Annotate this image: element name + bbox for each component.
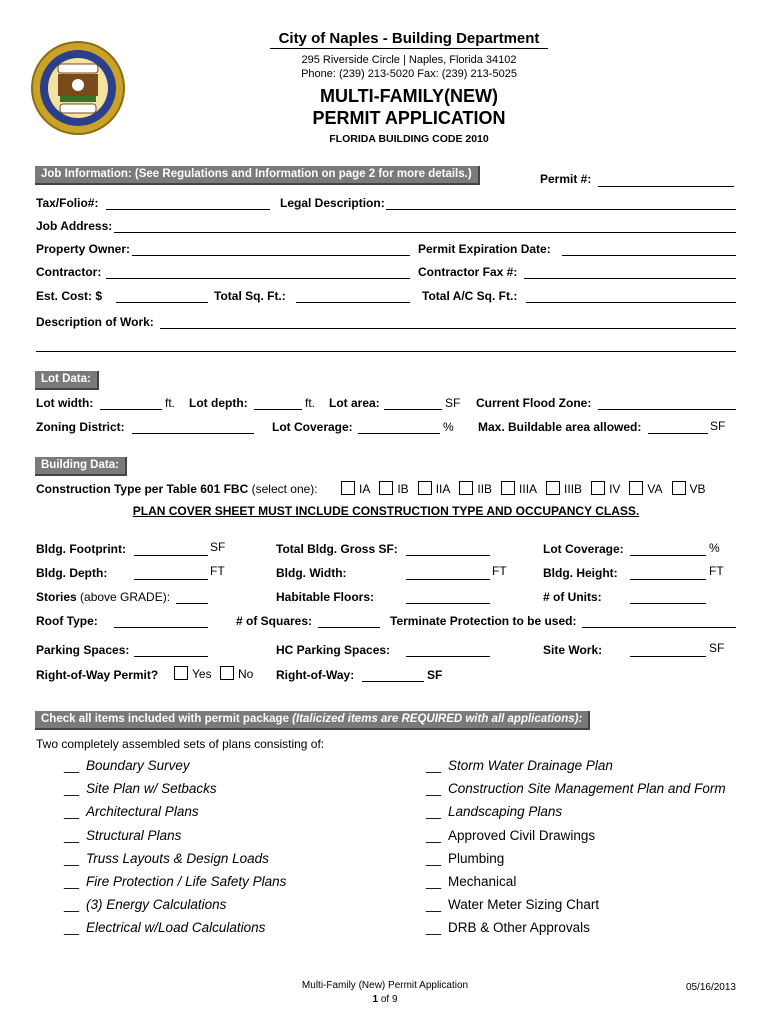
checklist-item-label: Truss Layouts & Design Loads <box>86 850 269 866</box>
city-seal-logo <box>30 40 126 136</box>
checklist-right-column <box>426 758 726 944</box>
property-owner-field[interactable] <box>132 255 410 256</box>
checklist-item[interactable] <box>64 828 286 851</box>
checklist-blank[interactable]: __ <box>64 804 80 820</box>
checklist-blank[interactable]: __ <box>64 897 80 913</box>
checklist-item-label: Boundary Survey <box>86 758 190 773</box>
checklist-header-italic: (Italicized items are REQUIRED with all applications): <box>292 713 583 725</box>
termite-protection-label: Terminate Protection to be used: <box>390 614 577 628</box>
checklist-header-text: Check all items included with permit package <box>41 713 293 725</box>
checklist-item-label: Landscaping Plans <box>448 804 563 820</box>
footer-page <box>250 994 520 1005</box>
bldg-height-label: Bldg. Height: <box>543 566 618 580</box>
construction-type-hint: (select one): <box>251 482 318 496</box>
zoning-district-label: Zoning District: <box>36 420 125 434</box>
checklist-item[interactable] <box>64 804 286 827</box>
building-data-section-header: Building Data: <box>35 457 127 476</box>
construction-type-label: IIA <box>435 482 451 496</box>
checkbox[interactable] <box>591 481 605 495</box>
lot-data-section-header: Lot Data: <box>35 371 99 390</box>
construction-type-option[interactable] <box>629 482 662 496</box>
construction-type-label: IIIB <box>564 482 583 496</box>
yes-label: Yes <box>192 667 212 681</box>
tax-folio-field[interactable] <box>106 209 270 210</box>
right-of-way-label: Right-of-Way: <box>276 668 355 682</box>
footer-page-number: 1 <box>372 994 379 1005</box>
department-title: City of Naples - Building Department <box>270 30 548 49</box>
stories-field[interactable] <box>176 603 208 604</box>
squares-label: # of Squares: <box>236 614 313 628</box>
habitable-floors-field[interactable] <box>406 603 490 604</box>
flood-zone-label: Current Flood Zone: <box>476 396 592 410</box>
site-work-label: Site Work: <box>543 643 603 657</box>
habitable-floors-label: Habitable Floors: <box>276 590 375 604</box>
construction-type-option[interactable] <box>591 482 620 496</box>
checkbox[interactable] <box>418 481 432 495</box>
gross-sf-field[interactable] <box>406 555 490 556</box>
checklist-blank[interactable]: __ <box>64 850 80 866</box>
hc-parking-label: HC Parking Spaces: <box>276 643 391 657</box>
stories-label-hint: (above GRADE): <box>80 590 171 604</box>
lot-area-unit: SF <box>445 396 461 410</box>
parking-spaces-label: Parking Spaces: <box>36 643 130 657</box>
lot-coverage-field[interactable] <box>358 433 440 434</box>
lot-area-field[interactable] <box>384 409 442 410</box>
checkbox[interactable] <box>501 481 515 495</box>
checkbox[interactable] <box>672 481 686 495</box>
bldg-width-label: Bldg. Width: <box>276 566 347 580</box>
total-sqft-label: Total Sq. Ft.: <box>214 289 286 303</box>
checklist-item[interactable] <box>64 874 286 897</box>
legal-description-label: Legal Description: <box>280 196 385 210</box>
construction-type-options <box>341 481 715 496</box>
checklist-blank[interactable]: __ <box>426 758 442 773</box>
checklist-blank[interactable]: __ <box>426 850 442 866</box>
lot-coverage-unit: % <box>443 420 454 434</box>
checkbox[interactable] <box>629 481 643 495</box>
checklist-item[interactable] <box>64 897 286 920</box>
checklist-item-label: Fire Protection / Life Safety Plans <box>86 873 287 889</box>
construction-type-label: IA <box>359 482 371 496</box>
building-code: FLORIDA BUILDING CODE 2010 <box>329 133 489 145</box>
description-of-work-label: Description of Work: <box>36 315 154 329</box>
checklist-blank[interactable]: __ <box>64 873 80 889</box>
bldg-height-unit: FT <box>709 564 724 578</box>
roof-type-label: Roof Type: <box>36 614 98 628</box>
contractor-fax-field[interactable] <box>524 278 736 279</box>
tax-folio-label: Tax/Folio#: <box>36 196 99 210</box>
checklist-item-label: Structural Plans <box>86 827 182 843</box>
checkbox[interactable] <box>546 481 560 495</box>
form-title-line2: PERMIT APPLICATION <box>312 108 506 128</box>
est-cost-label: Est. Cost: $ <box>36 289 103 303</box>
checklist-item-label: DRB & Other Approvals <box>448 920 590 936</box>
permit-number-label: Permit #: <box>540 172 592 186</box>
checklist-blank[interactable]: __ <box>426 827 442 843</box>
units-field[interactable] <box>630 603 706 604</box>
checklist-blank[interactable]: __ <box>426 897 442 913</box>
checklist-item[interactable] <box>64 758 286 781</box>
description-of-work-line2[interactable] <box>36 351 736 352</box>
construction-type-label: IB <box>397 482 409 496</box>
lot-area-label: Lot area: <box>329 396 380 410</box>
parking-spaces-field[interactable] <box>134 656 208 657</box>
checklist-item-label: Site Plan w/ Setbacks <box>86 781 217 797</box>
gross-sf-label: Total Bldg. Gross SF: <box>276 542 398 556</box>
zoning-district-field[interactable] <box>132 433 254 434</box>
checklist-item-label: (3) Energy Calculations <box>86 897 227 913</box>
construction-type-option[interactable] <box>501 482 537 496</box>
roof-type-field[interactable] <box>114 627 208 628</box>
bldg-depth-field[interactable] <box>134 579 208 580</box>
checklist-blank[interactable]: __ <box>426 920 442 936</box>
checklist-item-label: Construction Site Management Plan and Form <box>448 781 726 797</box>
department-address: 295 Riverside Circle | Naples, Florida 34102 <box>301 54 517 66</box>
site-work-unit: SF <box>709 641 725 655</box>
checklist-left-column <box>64 758 286 944</box>
bldg-footprint-field[interactable] <box>134 555 208 556</box>
hc-parking-field[interactable] <box>406 656 490 657</box>
construction-type-label: Construction Type per Table 601 FBC <box>36 482 249 496</box>
checklist-item[interactable] <box>426 828 726 851</box>
lot-width-field[interactable] <box>100 409 162 410</box>
checklist-item-label: Water Meter Sizing Chart <box>448 897 600 913</box>
checklist-item[interactable] <box>64 851 286 874</box>
checkbox[interactable] <box>459 481 473 495</box>
checklist-intro: Two completely assembled sets of plans consisting of: <box>36 737 325 751</box>
description-of-work-field[interactable] <box>160 328 736 329</box>
stories-label <box>36 590 170 604</box>
stories-label-text: Stories <box>36 590 77 604</box>
construction-type-option[interactable] <box>672 482 706 496</box>
flood-zone-field[interactable] <box>598 409 736 410</box>
construction-type-row <box>36 482 318 496</box>
bldg-lot-coverage-field[interactable] <box>630 555 706 556</box>
checklist-item[interactable] <box>64 781 286 804</box>
lot-coverage-label: Lot Coverage: <box>272 420 353 434</box>
checklist-item-label: Approved Civil Drawings <box>448 827 596 843</box>
form-title-line1: MULTI-FAMILY(NEW) <box>320 86 498 106</box>
lot-width-unit: ft. <box>165 396 176 410</box>
department-phone: Phone: (239) 213-5020 Fax: (239) 213-5025 <box>301 68 517 80</box>
total-ac-sqft-field[interactable] <box>526 302 736 303</box>
no-label: No <box>238 667 254 681</box>
bldg-depth-unit: FT <box>210 564 225 578</box>
right-of-way-field[interactable] <box>362 681 424 682</box>
checklist-blank[interactable]: __ <box>64 920 80 936</box>
job-address-label: Job Address: <box>36 219 113 233</box>
construction-type-label: VB <box>689 482 706 496</box>
right-of-way-unit: SF <box>427 668 443 682</box>
bldg-lot-coverage-label: Lot Coverage: <box>543 542 624 556</box>
checkbox[interactable] <box>379 481 393 495</box>
lot-depth-unit: ft. <box>305 396 316 410</box>
checklist-blank[interactable]: __ <box>64 781 80 797</box>
bldg-footprint-label: Bldg. Footprint: <box>36 542 126 556</box>
checklist-blank[interactable]: __ <box>426 804 442 820</box>
construction-type-label: IV <box>609 482 621 496</box>
row-permit-label: Right-of-Way Permit? <box>36 668 159 682</box>
construction-type-label: IIIA <box>519 482 538 496</box>
job-address-field[interactable] <box>114 232 736 233</box>
checklist-section-header <box>35 711 590 730</box>
job-info-section-header: Job Information: (See Regulations and Information on page 2 for more details.) <box>35 166 480 185</box>
checkbox[interactable] <box>220 666 234 680</box>
plan-cover-notice: PLAN COVER SHEET MUST INCLUDE CONSTRUCTION TYPE AND OCCUPANCY CLASS. <box>132 504 640 518</box>
bldg-width-field[interactable] <box>406 579 490 580</box>
checklist-item[interactable] <box>426 874 726 897</box>
row-permit-yes[interactable] <box>174 666 212 681</box>
checklist-item[interactable] <box>426 920 726 943</box>
construction-type-option[interactable] <box>418 482 451 496</box>
footer-title: Multi-Family (New) Permit Application <box>301 980 469 991</box>
total-ac-sqft-label: Total A/C Sq. Ft.: <box>422 289 518 303</box>
checklist-item-label: Architectural Plans <box>86 804 199 820</box>
construction-type-option[interactable] <box>341 482 370 496</box>
checklist-item-label: Mechanical <box>448 873 517 889</box>
max-buildable-field[interactable] <box>648 433 708 434</box>
expiration-date-field[interactable] <box>562 255 736 256</box>
checkbox[interactable] <box>174 666 188 680</box>
checklist-item[interactable] <box>64 920 286 943</box>
bldg-footprint-unit: SF <box>210 540 226 554</box>
checkbox[interactable] <box>341 481 355 495</box>
row-permit-no[interactable] <box>220 666 253 681</box>
construction-type-label: VA <box>647 482 663 496</box>
lot-depth-label: Lot depth: <box>189 396 248 410</box>
lot-width-label: Lot width: <box>36 396 94 410</box>
bldg-depth-label: Bldg. Depth: <box>36 566 108 580</box>
construction-type-option[interactable] <box>546 482 582 496</box>
checklist-item-label: Electrical w/Load Calculations <box>86 920 266 936</box>
checklist-item-label: Storm Water Drainage Plan <box>448 758 613 773</box>
checklist-item[interactable] <box>426 804 726 827</box>
expiration-date-label: Permit Expiration Date: <box>418 242 551 256</box>
est-cost-field[interactable] <box>116 302 208 303</box>
checklist-item[interactable] <box>426 851 726 874</box>
bldg-width-unit: FT <box>492 564 507 578</box>
checklist-item[interactable] <box>426 781 726 804</box>
contractor-label: Contractor: <box>36 265 102 279</box>
construction-type-label: IIB <box>477 482 493 496</box>
max-buildable-label: Max. Buildable area allowed: <box>478 420 642 434</box>
permit-number-field[interactable] <box>598 186 734 187</box>
bldg-lot-coverage-unit: % <box>709 541 720 555</box>
construction-type-option[interactable] <box>379 482 408 496</box>
units-label: # of Units: <box>543 590 602 604</box>
footer-page-of: of 9 <box>378 994 398 1005</box>
max-buildable-unit: SF <box>710 419 726 433</box>
total-sqft-field[interactable] <box>296 302 410 303</box>
checklist-item[interactable] <box>426 897 726 920</box>
bldg-height-field[interactable] <box>630 579 706 580</box>
checklist-blank[interactable]: __ <box>426 781 442 797</box>
footer-date: 05/16/2013 <box>685 982 736 993</box>
termite-protection-field[interactable] <box>582 627 736 628</box>
squares-field[interactable] <box>318 627 380 628</box>
lot-depth-field[interactable] <box>254 409 302 410</box>
checklist-item[interactable] <box>426 758 726 781</box>
property-owner-label: Property Owner: <box>36 242 131 256</box>
legal-description-field[interactable] <box>386 209 736 210</box>
construction-type-option[interactable] <box>459 482 492 496</box>
checklist-item-label: Plumbing <box>448 850 505 866</box>
checklist-blank[interactable]: __ <box>426 873 442 889</box>
contractor-fax-label: Contractor Fax #: <box>418 265 518 279</box>
checklist-blank[interactable]: __ <box>64 827 80 843</box>
site-work-field[interactable] <box>630 656 706 657</box>
checklist-blank[interactable]: __ <box>64 758 80 773</box>
contractor-field[interactable] <box>106 278 410 279</box>
